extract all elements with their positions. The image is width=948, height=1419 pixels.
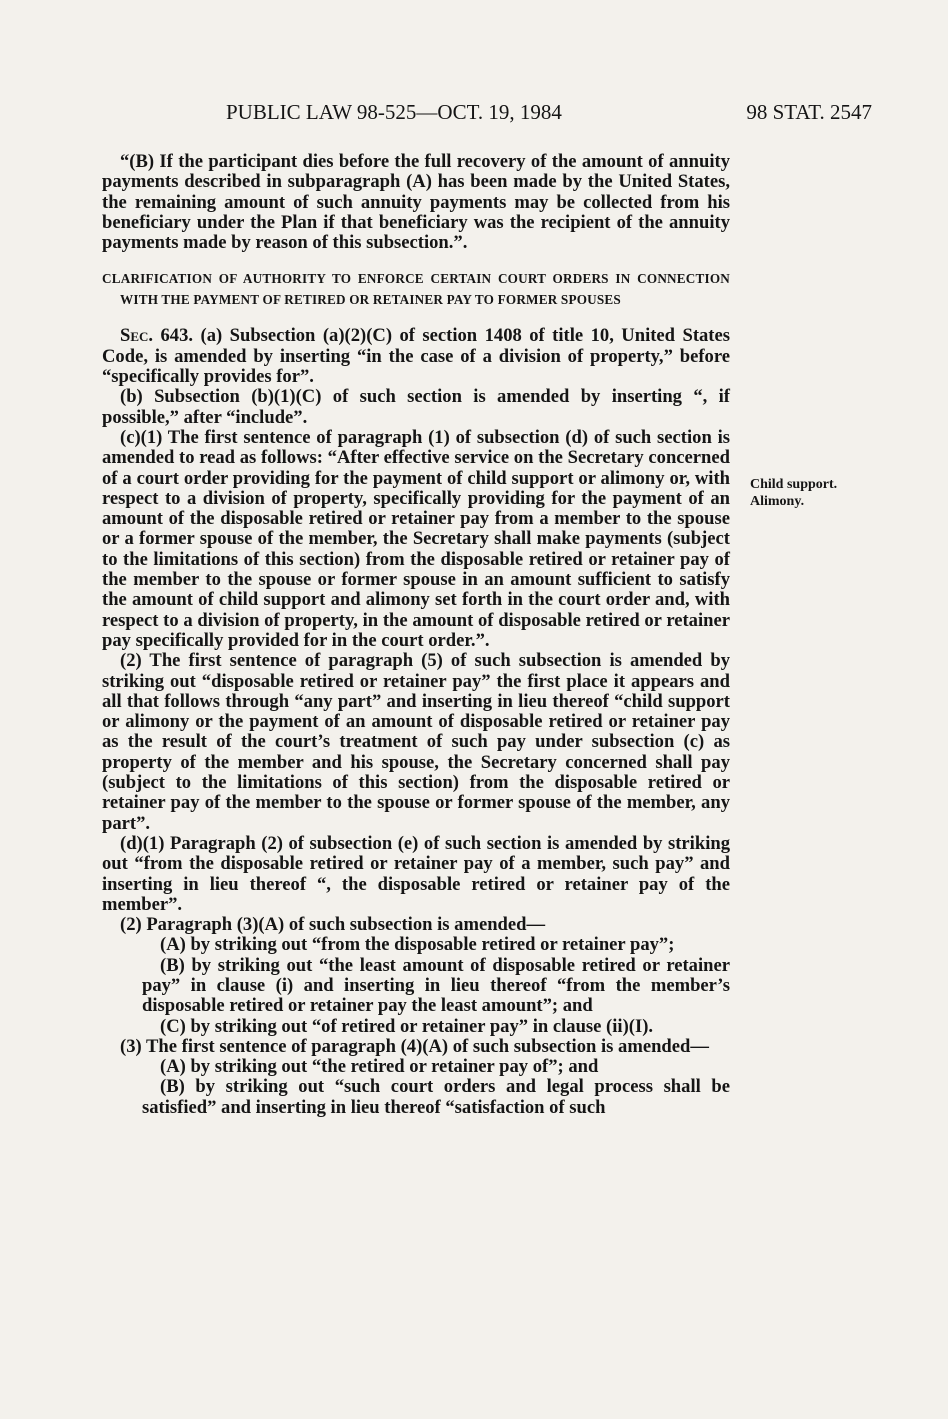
paragraph-b: (b) Subsection (b)(1)(C) of such section is amended by inserting “, if possible,” after “include”. xyxy=(102,386,730,428)
clause-d2-c: (C) by striking out “of retired or retainer pay” in clause (ii)(I). xyxy=(160,1015,654,1037)
header-statute-page: 98 STAT. 2547 xyxy=(746,100,872,124)
section-number: Sec. 643. xyxy=(120,325,194,347)
paragraph-c2: (2) The first sentence of paragraph (5) of such subsection is amended by striking out “disposable retired or retainer pay” the first place it appears and all that follows through “any part” and inserting in lieu thereof “child support or alimony or the payment of an amount of disposable retired or retainer pay as the result of the court’s treatment of such pay under subsection (c) as property of the member and his spouse, the Secretary concerned shall pay (subject to the limitations of this section) from the disposable retired or retainer pay of the member to the spouse or former spouse of the member, any part”. xyxy=(102,650,730,834)
clause-d2-b: (B) by striking out “the least amount of disposable retired or retainer pay” in clause (i) and inserting in lieu thereof “from the member’s disposable retired or retainer pay the least amount”; and xyxy=(142,954,730,1017)
clause-d2-a: (A) by striking out “from the disposable retired or retainer pay”; xyxy=(160,934,675,956)
page-header xyxy=(226,100,872,132)
section-a-text: (a) Subsection (a)(2)(C) of section 1408 of title 10, United States Code, is amended by inserting “in the case of a division of property,” before “specifically provides for”. xyxy=(102,325,730,388)
paragraph-d1: (d)(1) Paragraph (2) of subsection (e) of such section is amended by striking out “from the disposable retired or retainer pay of a member, such pay” and inserting in lieu thereof “, the disposable retired or retainer pay of the member”. xyxy=(102,832,730,915)
margin-note-alimony: Alimony. xyxy=(750,494,805,509)
paragraph-d3: (3) The first sentence of paragraph (4)(A) of such subsection is amended— xyxy=(120,1035,709,1057)
clause-d3-a: (A) by striking out “the retired or retainer pay of”; and xyxy=(160,1056,599,1078)
margin-notes xyxy=(750,476,900,510)
paragraph-b-annuity: “(B) If the participant dies before the full recovery of the amount of annuity payments described in subparagraph (A) has been made by the United States, the remaining amount of such annuity payments may be collected from his beneficiary under the Plan if that beneficiary was the recipient of the annuity payments made by reason of this subsection.”. xyxy=(102,151,730,254)
paragraph-c1: (c)(1) The first sentence of paragraph (1) of subsection (d) of such section is amended to read as follows: “After effective service on the Secretary concerned of a court order providing for the payment of child support or alimony or, with respect to a division of property, specifically providing for the payment of an amount of the disposable retired or retainer pay from a member to the spouse or a former spouse of the member, the Secretary shall make payments (subject to the limitations of this section) from the disposable retired or retainer pay of the member to the spouse or former spouse in an amount sufficient to satisfy the amount of child support and alimony set forth in the court order and, with respect to a division of property, in the amount of disposable retired or retainer pay specifically provided for in the court order.”. xyxy=(102,426,730,651)
paragraph-d2: (2) Paragraph (3)(A) of such subsection is amended— xyxy=(120,914,546,936)
body-text xyxy=(102,152,730,1118)
clause-d3-b: (B) by striking out “such court orders and legal process shall be satisfied” and inserting in lieu thereof “satisfaction of such xyxy=(142,1076,730,1118)
section-heading: CLARIFICATION OF AUTHORITY TO ENFORCE CERTAIN COURT ORDERS IN CONNECTION WITH THE PAYMENT OF RETIRED OR RETAINER PAY TO FORMER SPOUSES xyxy=(102,271,730,307)
paragraph-sec-643-a xyxy=(102,326,730,387)
header-public-law: PUBLIC LAW 98-525—OCT. 19, 1984 xyxy=(226,100,562,124)
margin-note-child-support: Child support. xyxy=(750,477,838,492)
